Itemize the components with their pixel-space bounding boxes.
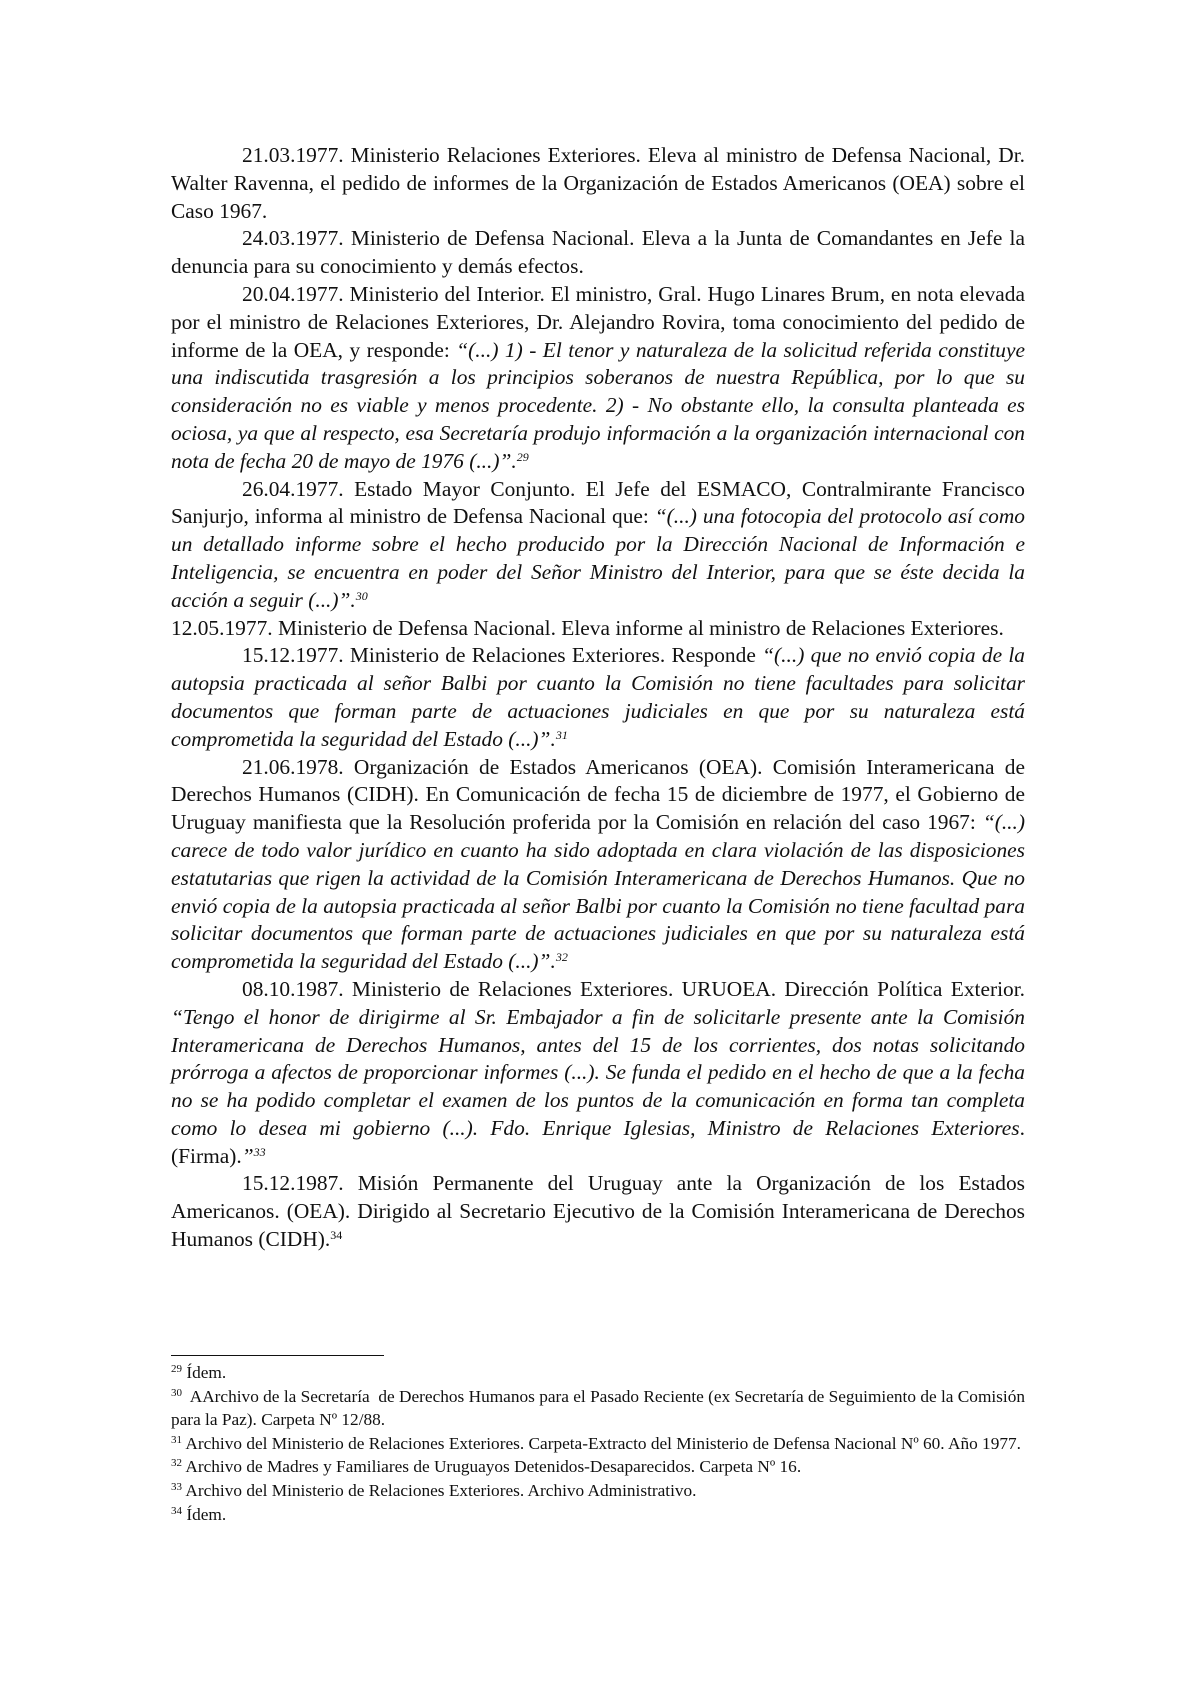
footnote-number: 34 [171,1504,182,1517]
footnote-text: Archivo del Ministerio de Relaciones Exteriores. Carpeta-Extracto del Ministerio de Defensa Nacional Nº 60. Año 1977. [182,1433,1021,1453]
entry-text: 26.04.1977. Estado Mayor Conjunto. El Jefe del ESMACO, Contralmirante Francisco Sanjurjo, informa al ministro de Defensa Nacional que: [171,476,1025,529]
body-text [171,142,1025,1254]
footnote [171,1503,1025,1527]
footnote-text: Archivo de Madres y Familiares de Uruguayos Detenidos-Desaparecidos. Carpeta Nº 16. [182,1457,802,1477]
footnote-reference: 33 [253,1144,266,1159]
footnote-reference: 29 [516,449,529,464]
footnote-number: 29 [171,1363,182,1375]
entry-text: . (Firma). [171,1115,1025,1168]
entry-text: 21.06.1978. Organización de Estados Americanos (OEA). Comisión Interamericana de Derechos Humanos (CIDH). En Comunicación de fecha 15 de diciembre de 1977, el Gobierno de Uruguay manifiesta que la Resolución proferida por la Comisión en relación del caso 1967: [171,754,1025,835]
chronology-entry [171,976,1025,1171]
quoted-text: “(...) una fotocopia del protocolo así como un detallado informe sobre el hecho producido por la Dirección Nacional de Información e Inteligencia, se encuentra en poder del Señor Ministro del Interior, para que se éste decida la acción a seguir (...)”. [171,504,1025,612]
quoted-text: “(...) que no envió copia de la autopsia practicada al señor Balbi por cuanto la Comisión no tiene facultades para solicitar documentos que forman parte de actuaciones judiciales en que por su naturaleza está comprometida la seguridad del Estado (...)”. [171,643,1025,751]
footnote-number: 32 [171,1457,182,1470]
footnote-number: 31 [171,1433,182,1446]
entry-text: 15.12.1977. Ministerio de Relaciones Exteriores. Responde [242,643,763,668]
chronology-entry [171,615,1025,643]
footnote-text: AArchivo de la Secretaría de Derechos Humanos para el Pasado Reciente (ex Secretaría de Seguimiento de la Comisión para la Paz). Carpeta Nº 12/88. [171,1386,1030,1430]
footnote-text: Ídem. [182,1363,227,1382]
footnote [171,1361,1025,1385]
chronology-entry [171,225,1025,281]
entry-text: 24.03.1977. Ministerio de Defensa Nacional. Eleva a la Junta de Comandantes en Jefe la denuncia para su conocimiento y demás efectos. [171,226,1025,279]
footnote-number: 33 [171,1480,182,1493]
footnote-number: 30 [171,1386,182,1399]
quoted-text: ” [241,1143,254,1168]
entry-text: 15.12.1987. Misión Permanente del Uruguay ante la Organización de los Estados Americanos. (OEA). Dirigido al Secretario Ejecutivo de la Comisión Interamericana de Derechos Humanos (CIDH). [171,1171,1025,1252]
entry-text: 21.03.1977. Ministerio Relaciones Exteriores. Eleva al ministro de Defensa Nacional, Dr. Walter Ravenna, el pedido de informes de la Organización de Estados Americanos (OEA) sobre el Caso 1967. [171,143,1025,223]
footnote-reference: 34 [330,1228,343,1243]
chronology-entry [171,642,1025,753]
footnote [171,1385,1030,1432]
footnote [171,1455,1025,1479]
footnote-separator [171,1355,384,1356]
entry-text: 20.04.1977. Ministerio del Interior. El ministro, Gral. Hugo Linares Brum, en nota elevada por el ministro de Relaciones Exteriores, Dr. Alejandro Rovira, toma conocimiento del pedido de informe de la OEA, y responde: [171,281,1025,362]
chronology-entry [171,281,1025,476]
quoted-text: “(...) 1) - El tenor y naturaleza de la solicitud referida constituye una indiscutida trasgresión a los principios soberanos de nuestra República, por lo que su consideración no es viable y menos procedente. 2) - No obstante ello, la consulta planteada es ociosa, ya que al respecto, esa Secretaría produjo información a la organización internacional con nota de fecha 20 de mayo de 1976 (...)”. [171,337,1025,473]
footnotes [171,1361,1030,1526]
entry-text: 12.05.1977. Ministerio de Defensa Nacional. Eleva informe al ministro de Relaciones Exteriores. [171,615,1004,640]
chronology-entry [171,754,1025,976]
footnote-text: Ídem. [182,1504,227,1524]
footnote [171,1432,1025,1456]
footnote-reference: 31 [555,727,568,742]
chronology-entry [171,476,1025,615]
quoted-text: “(...) carece de todo valor jurídico en cuanto ha sido adoptada en clara violación de las disposiciones estatutarias que rigen la actividad de la Comisión Interamericana de Derechos Humanos. Que no envió copia de la autopsia practicada al señor Balbi por cuanto la Comisión no tiene facultad para solicitar documentos que forman parte de actuaciones judiciales en que por su naturaleza está comprometida la seguridad del Estado (...)”. [171,810,1025,974]
footnote-reference: 30 [355,588,368,603]
footnote-text: Archivo del Ministerio de Relaciones Exteriores. Archivo Administrativo. [182,1480,697,1500]
quoted-text: “Tengo el honor de dirigirme al Sr. Embajador a fin de solicitarle presente ante la Comisión Interamericana de Derechos Humanos, antes del 15 de los corrientes, dos notas solicitando prórroga a afectos de proporcionar informes (...). Se funda el pedido en el hecho de que a la fecha no se ha podido completar el examen de los puntos de la comunicación en forma tan completa como lo desea mi gobierno (...). Fdo. Enrique Iglesias, Ministro de Relaciones Exteriores [171,1004,1025,1140]
footnote-reference: 32 [555,950,568,965]
entry-text: 08.10.1987. Ministerio de Relaciones Exteriores. URUOEA. Dirección Política Exterior. [242,976,1025,1001]
footnote [171,1479,1025,1503]
chronology-entry [171,142,1025,225]
chronology-entry [171,1170,1025,1253]
